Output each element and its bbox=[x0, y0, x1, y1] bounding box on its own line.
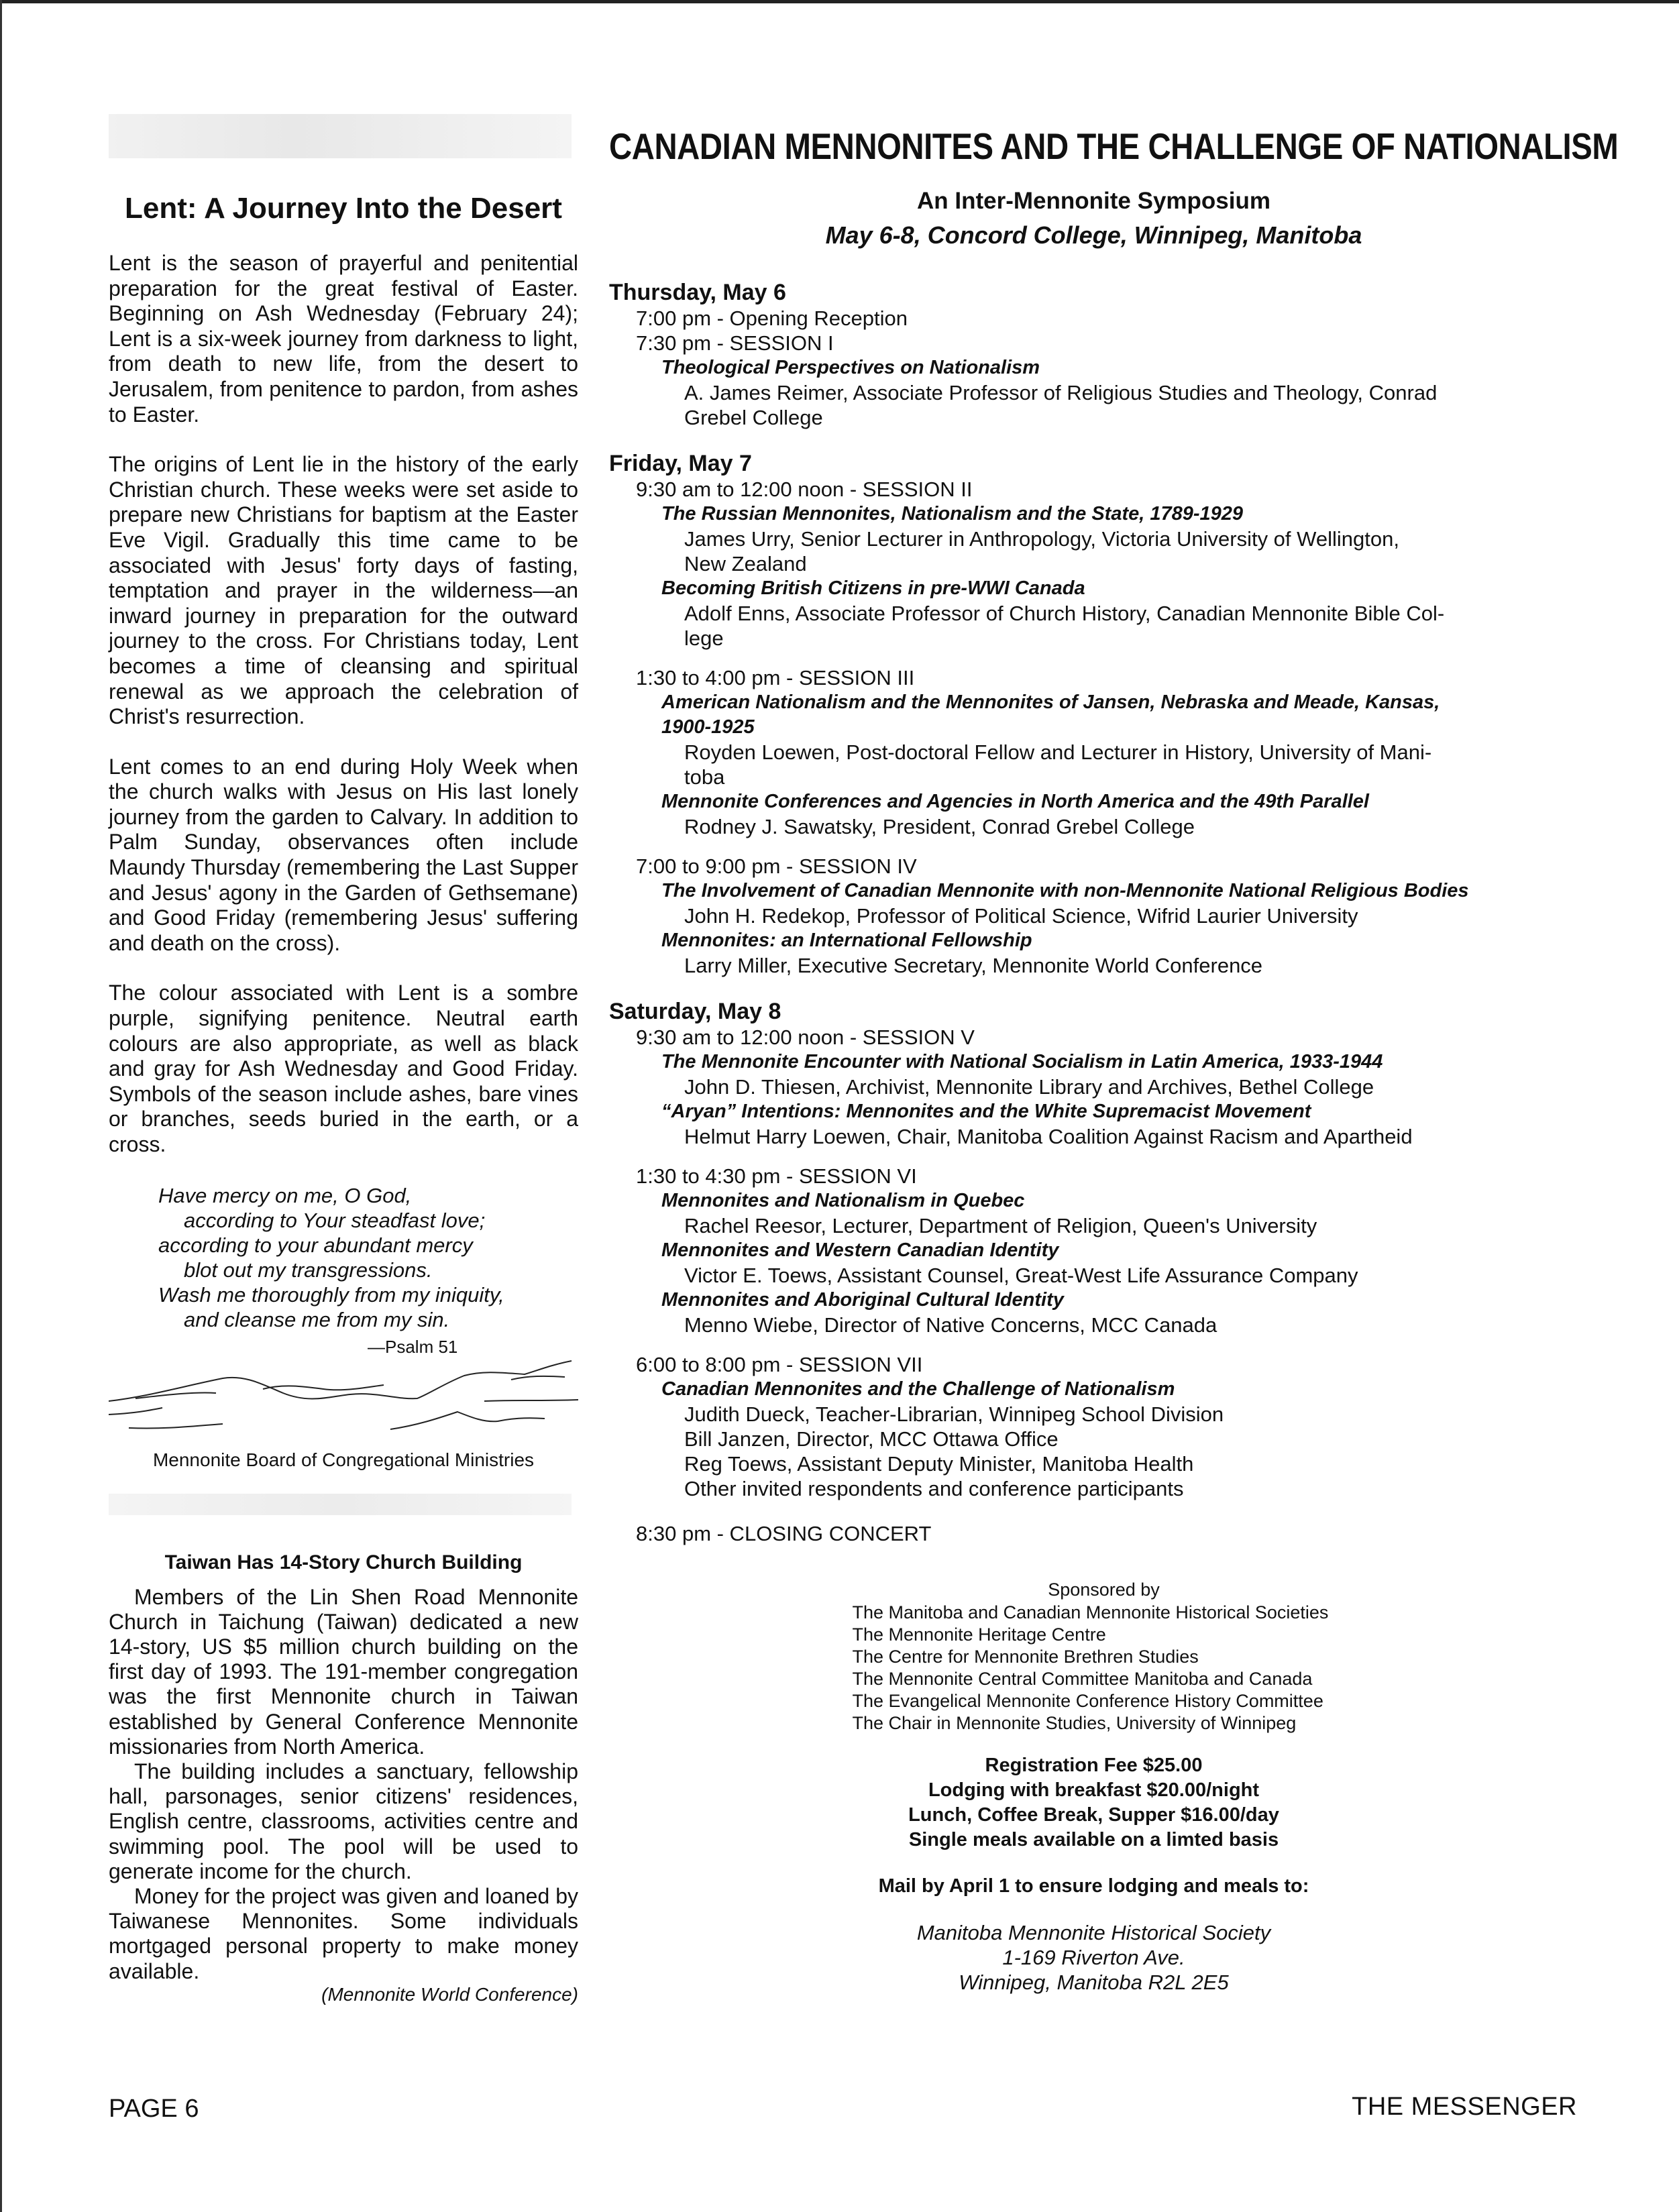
speaker-line: John D. Thiesen, Archivist, Mennonite Library and Archives, Bethel College bbox=[684, 1075, 1374, 1099]
speaker-line: Rachel Reesor, Lecturer, Department of Religion, Queen's University bbox=[684, 1214, 1317, 1237]
session-time: 7:00 pm - Opening Reception bbox=[636, 307, 908, 330]
talk-title: American Nationalism and the Mennonites of Jansen, Nebraska and Meade, Kansas, bbox=[661, 692, 1440, 713]
sponsor-item: The Chair in Mennonite Studies, University of Winnipeg bbox=[852, 1713, 1297, 1733]
sponsored-by-label: Sponsored by bbox=[1048, 1580, 1160, 1600]
speaker-line: Other invited respondents and conference participants bbox=[684, 1477, 1184, 1500]
day-heading: Saturday, May 8 bbox=[609, 999, 781, 1024]
psalm-line: blot out my transgressions. bbox=[184, 1258, 433, 1282]
talk-title: Mennonites and Aboriginal Cultural Identity bbox=[661, 1289, 1064, 1311]
speaker-line: lege bbox=[684, 626, 724, 650]
speaker-line: James Urry, Senior Lecturer in Anthropology, Victoria University of Wellington, bbox=[684, 527, 1399, 551]
psalm-quote bbox=[158, 1183, 578, 1360]
speaker-line: Victor E. Toews, Assistant Counsel, Great-West Life Assurance Company bbox=[684, 1264, 1358, 1287]
talk-title: Mennonite Conferences and Agencies in North America and the 49th Parallel bbox=[661, 791, 1369, 812]
taiwan-paragraph: The building includes a sanctuary, fellowship hall, parsonages, senior citizens' residences, English centre, classrooms, activities centre and swimming pool. The pool will be used to generate income for the church. bbox=[109, 1759, 578, 1883]
faded-divider bbox=[109, 1494, 572, 1515]
closing-concert: 8:30 pm - CLOSING CONCERT bbox=[636, 1522, 932, 1545]
taiwan-article-title: Taiwan Has 14-Story Church Building bbox=[164, 1551, 523, 1573]
publication-name: THE MESSENGER bbox=[1352, 2093, 1577, 2121]
page-number: PAGE 6 bbox=[109, 2095, 199, 2123]
left-column bbox=[109, 114, 578, 2005]
sponsor-item: The Manitoba and Canadian Mennonite Historical Societies bbox=[852, 1602, 1329, 1622]
fee-line: Lunch, Coffee Break, Supper $16.00/day bbox=[908, 1804, 1279, 1826]
psalm-line: according to your abundant mercy bbox=[158, 1233, 473, 1257]
lent-source: Mennonite Board of Congregational Ministries bbox=[152, 1449, 535, 1470]
taiwan-credit: (Mennonite World Conference) bbox=[321, 1983, 578, 2005]
speaker-line: Bill Janzen, Director, MCC Ottawa Office bbox=[684, 1427, 1059, 1451]
psalm-line: Wash me thoroughly from my iniquity, bbox=[158, 1282, 504, 1307]
psalm-line: Have mercy on me, O God, bbox=[158, 1183, 412, 1207]
session-time: 7:30 pm - SESSION I bbox=[636, 331, 834, 355]
sponsor-item: The Mennonite Central Committee Manitoba and Canada bbox=[852, 1669, 1313, 1689]
taiwan-paragraph: Money for the project was given and loaned by Taiwanese Mennonites. Some individuals mortgaged personal property to make money available. bbox=[109, 1884, 578, 1983]
psalm-reference: —Psalm 51 bbox=[368, 1336, 458, 1357]
session-time: 9:30 am to 12:00 noon - SESSION V bbox=[636, 1026, 975, 1049]
address-line: Winnipeg, Manitoba R2L 2E5 bbox=[959, 1971, 1229, 1994]
talk-title: “Aryan” Intentions: Mennonites and the White Supremacist Movement bbox=[661, 1101, 1311, 1122]
day-block bbox=[609, 450, 1578, 978]
talk-title: The Involvement of Canadian Mennonite with non-Mennonite National Religious Bodies bbox=[661, 880, 1469, 901]
fee-line: Registration Fee $25.00 bbox=[985, 1755, 1203, 1776]
speaker-line: Royden Loewen, Post-doctoral Fellow and Lecturer in History, University of Mani- bbox=[684, 740, 1432, 764]
fee-line: Single meals available on a limted basis bbox=[908, 1829, 1279, 1850]
left-border bbox=[0, 0, 2, 2212]
speaker-line: Reg Toews, Assistant Deputy Minister, Manitoba Health bbox=[684, 1452, 1194, 1476]
speaker-line: A. James Reimer, Associate Professor of Religious Studies and Theology, Conrad bbox=[684, 381, 1438, 404]
sponsor-block bbox=[609, 1580, 1578, 1734]
address-line: Manitoba Mennonite Historical Society bbox=[916, 1921, 1271, 1944]
symposium-dateline: May 6-8, Concord College, Winnipeg, Manitoba bbox=[825, 221, 1362, 249]
mailing-address bbox=[609, 1920, 1578, 1995]
fee-block bbox=[609, 1753, 1578, 1852]
session-time: 7:00 to 9:00 pm - SESSION IV bbox=[636, 854, 917, 878]
speaker-line: John H. Redekop, Professor of Political Science, Wifrid Laurier University bbox=[684, 904, 1358, 928]
lent-paragraph: The colour associated with Lent is a sombre purple, signifying penitence. Neutral earth colours are also appropriate, as well as black and gray for Ash Wednesday and Good Friday. Symbols of the season include ashes, bare vines or branches, seeds buried in the earth, or a cross. bbox=[109, 981, 578, 1156]
talk-title: Mennonites: an International Fellowship bbox=[661, 930, 1032, 951]
talk-title: The Russian Mennonites, Nationalism and the State, 1789-1929 bbox=[661, 503, 1244, 524]
sponsor-item: The Mennonite Heritage Centre bbox=[852, 1624, 1106, 1645]
speaker-line: New Zealand bbox=[684, 552, 807, 575]
symposium-title: CANADIAN MENNONITES AND THE CHALLENGE OF NATIONALISM bbox=[609, 125, 1619, 167]
mail-note: Mail by April 1 to ensure lodging and meals to: bbox=[878, 1875, 1309, 1897]
day-block bbox=[609, 998, 1578, 1501]
symposium-subtitle: An Inter-Mennonite Symposium bbox=[917, 188, 1270, 214]
speaker-line: Judith Dueck, Teacher-Librarian, Winnipeg School Division bbox=[684, 1402, 1224, 1426]
psalm-line: according to Your steadfast love; bbox=[184, 1208, 486, 1232]
sponsor-list bbox=[759, 1602, 1429, 1734]
talk-title: Mennonites and Nationalism in Quebec bbox=[661, 1190, 1025, 1211]
talk-title-continued: 1900-1925 bbox=[661, 716, 755, 738]
lent-paragraph: Lent comes to an end during Holy Week when the church walks with Jesus on His last lonely journey from the garden to Calvary. In addition to Palm Sunday, observances often include Maundy Thursday (remembering the Last Supper and Jesus' agony in the Garden of Gethsemane) and Good Friday (remembering Jesus' suffering and death on the cross). bbox=[109, 754, 578, 955]
schedule bbox=[609, 279, 1578, 1501]
lent-article-title: Lent: A Journey Into the Desert bbox=[125, 192, 562, 225]
sponsor-item: The Centre for Mennonite Brethren Studies bbox=[852, 1647, 1199, 1667]
session-time: 1:30 to 4:30 pm - SESSION VI bbox=[636, 1164, 917, 1188]
speaker-line: Menno Wiebe, Director of Native Concerns, MCC Canada bbox=[684, 1313, 1217, 1337]
talk-title: Becoming British Citizens in pre-WWI Canada bbox=[661, 577, 1085, 599]
faded-banner bbox=[109, 114, 572, 158]
fee-line: Lodging with breakfast $20.00/night bbox=[928, 1779, 1260, 1801]
address-line: 1-169 Riverton Ave. bbox=[1002, 1946, 1185, 1969]
talk-title: Theological Perspectives on Nationalism bbox=[661, 357, 1040, 378]
taiwan-paragraph: Members of the Lin Shen Road Mennonite Church in Taichung (Taiwan) dedicated a new 14-story, US $5 million church building on the first day of 1993. The 191-member congregation was the first Mennonite church in Taiwan established by General Conference Mennonite missionaries from North America. bbox=[109, 1584, 578, 1759]
desert-mountains-illustration bbox=[109, 1360, 592, 1433]
speaker-line: Helmut Harry Loewen, Chair, Manitoba Coalition Against Racism and Apartheid bbox=[684, 1125, 1413, 1148]
psalm-line: and cleanse me from my sin. bbox=[184, 1307, 450, 1331]
speaker-line: Larry Miller, Executive Secretary, Mennonite World Conference bbox=[684, 954, 1263, 977]
speaker-line: Rodney J. Sawatsky, President, Conrad Grebel College bbox=[684, 815, 1195, 838]
day-heading: Friday, May 7 bbox=[609, 451, 752, 476]
right-column bbox=[609, 125, 1619, 1995]
talk-title: Mennonites and Western Canadian Identity bbox=[661, 1239, 1059, 1261]
speaker-line: Grebel College bbox=[684, 406, 823, 429]
session-time: 6:00 to 8:00 pm - SESSION VII bbox=[636, 1353, 923, 1376]
talk-title: The Mennonite Encounter with National Socialism in Latin America, 1933-1944 bbox=[661, 1051, 1383, 1072]
lent-article-body bbox=[109, 251, 578, 1158]
talk-title: Canadian Mennonites and the Challenge of Nationalism bbox=[661, 1378, 1175, 1400]
session-time: 9:30 am to 12:00 noon - SESSION II bbox=[636, 478, 973, 501]
day-block bbox=[609, 279, 1578, 430]
taiwan-article-body bbox=[109, 1585, 578, 1984]
lent-paragraph: The origins of Lent lie in the history of the early Christian church. These weeks were set aside to prepare new Christians for baptism at the Easter Eve Vigil. Gradually this time came to be associated with Jesus' forty days of fasting, temptation and prayer in the wilderness—an inward journey in preparation for the outward journey to the cross. For Christians today, Lent becomes a time of cleansing and spiritual renewal as we approach the celebration of Christ's resurrection. bbox=[109, 452, 578, 729]
sponsor-item: The Evangelical Mennonite Conference History Committee bbox=[852, 1691, 1323, 1711]
day-heading: Thursday, May 6 bbox=[609, 280, 786, 305]
lent-paragraph: Lent is the season of prayerful and penitential preparation for the great festival of Easter. Beginning on Ash Wednesday (February 24); Lent is a six-week journey from darkness to light, from death to new life, from the desert to Jerusalem, from penitence to pardon, from ashes to Easter. bbox=[109, 251, 578, 427]
speaker-line: toba bbox=[684, 765, 725, 789]
session-time: 1:30 to 4:00 pm - SESSION III bbox=[636, 666, 915, 689]
top-border bbox=[0, 0, 1679, 3]
speaker-line: Adolf Enns, Associate Professor of Church History, Canadian Mennonite Bible Col- bbox=[684, 602, 1445, 625]
